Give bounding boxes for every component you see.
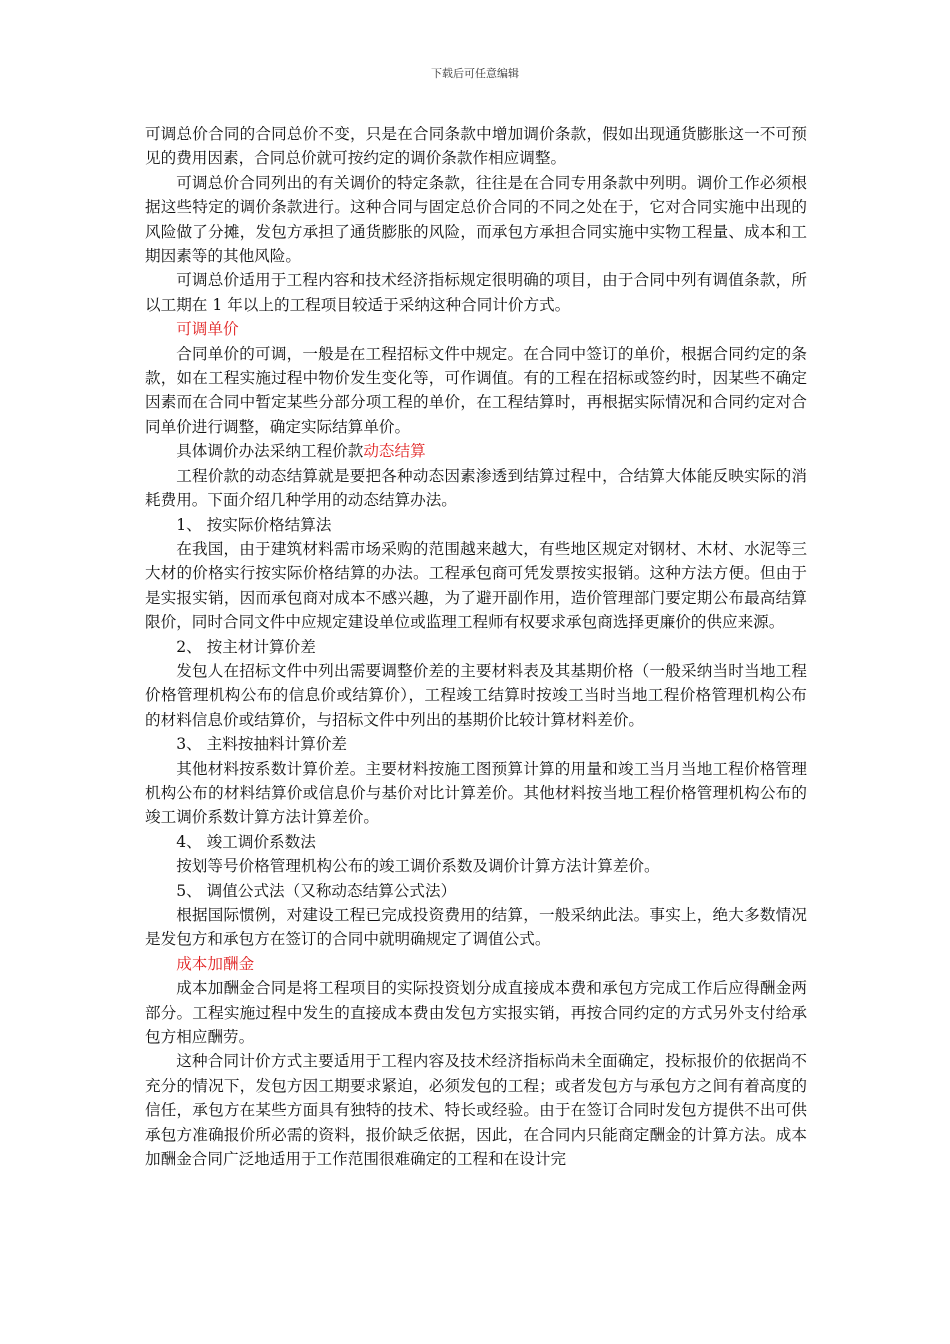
paragraph: 其他材料按系数计算价差。主要材料按施工图预算计算的用量和竣工当月当地工程价格管理机构公布的材料结算价或信息价与基价对比计算差价。其他材料按当地工程价格管理机构公布的竣工调价系数计算方法计算差价。 xyxy=(145,759,807,827)
subheading-3: 3、 主料按抽料计算价差 xyxy=(176,735,348,754)
page-header: 下载后可任意编辑 xyxy=(431,67,519,80)
paragraph: 这种合同计价方式主要适用于工程内容及技术经济指标尚未全面确定，投标报价的依据尚不充分的情况下，发包方因工期要求紧迫，必须发包的工程；或者发包方与承包方之间有着高度的信任，承包方在某些方面具有独特的技术、特长或经验。由于在签订合同时发包方提供不出可供承包方准确报价所必需的资料，报价缺乏依据，因此，在合同内只能商定酬金的计算方法。成本加酬金合同广泛地适用于工作范围很难确定的工程和在设计完 xyxy=(145,1052,807,1169)
subheading-2: 2、 按主材计算价差 xyxy=(176,637,316,656)
paragraph: 工程价款的动态结算就是要把各种动态因素渗透到结算过程中，合结算大体能反映实际的消耗费用。下面介绍几种学用的动态结算办法。 xyxy=(145,466,807,510)
subheading-4: 4、 竣工调价系数法 xyxy=(176,832,316,851)
paragraph: 根据国际惯例，对建设工程已完成投资费用的结算，一般采纳此法。事实上，绝大多数情况是发包方和承包方在签订的合同中就明确规定了调值公式。 xyxy=(145,906,807,949)
document-body xyxy=(145,122,807,1171)
paragraph: 可调总价合同列出的有关调价的特定条款，往往是在合同专用条款中列明。调价工作必须根据这些特定的调价条款进行。这种合同与固定总价合同的不同之处在于，它对合同实施中出现的风险做了分摊，发包方承担了通货膨胀的风险，而承包方承担合同实施中实物工程量、成本和工期因素等的其他风险。 xyxy=(145,173,807,266)
paragraph: 成本加酬金合同是将工程项目的实际投资划分成直接成本费和承包方完成工作后应得酬金两部分。工程实施过程中发生的直接成本费由发包方实报实销，再按合同约定的方式另外支付给承包方相应酬劳。 xyxy=(145,979,807,1047)
paragraph: 发包人在招标文件中列出需要调整价差的主要材料表及其基期价格（一般采纳当时当地工程价格管理机构公布的信息价或结算价），工程竣工结算时按竣工当时当地工程价格管理机构公布的材料信息价或结算价，与招标文件中列出的基期价比较计算材料差价。 xyxy=(145,661,807,729)
paragraph: 按划等号价格管理机构公布的竣工调价系数及调价计算方法计算差价。 xyxy=(176,857,660,876)
paragraph-dynamic-settlement xyxy=(145,439,807,463)
paragraph: 可调总价适用于工程内容和技术经济指标规定很明确的项目，由于合同中列有调值条款，所以工期在 1 年以上的工程项目较适于采纳这种合同计价方式。 xyxy=(145,271,807,314)
section-heading-adjustable-unit-price: 可调单价 xyxy=(176,320,239,339)
paragraph-text: 具体调价办法采纳工程价款 xyxy=(176,442,364,461)
paragraph: 在我国，由于建筑材料需市场采购的范围越来越大，有些地区规定对钢材、木材、水泥等三大材的价格实行按实际价格结算的办法。工程承包商可凭发票按实报销。这种方法方便。但由于是实报实销，因而承包商对成本不感兴趣，为了避开副作用，造价管理部门要定期公布最高结算限价，同时合同文件中应规定建设单位或监理工程师有权要求承包商选择更廉价的供应来源。 xyxy=(145,539,807,632)
subheading-5: 5、 调值公式法（又称动态结算公式法） xyxy=(176,881,457,900)
paragraph: 可调总价合同的合同总价不变，只是在合同条款中增加调价条款，假如出现通货膨胀这一不可预见的费用因素，合同总价就可按约定的调价条款作相应调整。 xyxy=(145,125,807,168)
section-heading-cost-plus: 成本加酬金 xyxy=(176,954,255,973)
paragraph: 合同单价的可调，一般是在工程招标文件中规定。在合同中签订的单价，根据合同约定的条款，如在工程实施过程中物价发生变化等，可作调值。有的工程在招标或签约时，因某些不确定因素而在合同中暂定某些分部分项工程的单价，在工程结算时，再根据实际情况和合同约定对合同单价进行调整，确定实际结算单价。 xyxy=(145,344,807,436)
highlighted-term: 动态结算 xyxy=(363,442,426,461)
subheading-1: 1、 按实际价格结算法 xyxy=(176,515,332,534)
